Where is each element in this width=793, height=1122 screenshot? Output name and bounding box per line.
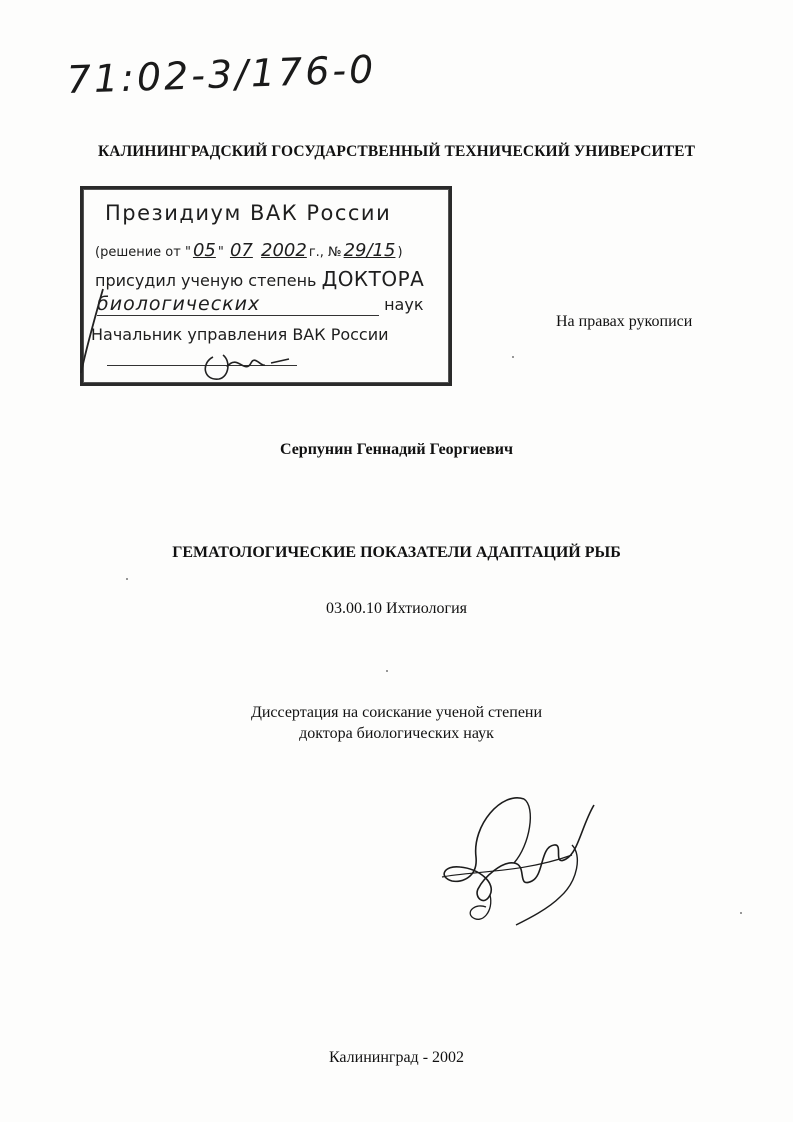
stamp-decision-suffix: ) [397,245,403,260]
stamp-decision-mid: " [217,245,224,260]
stamp-decision-day: 05 [192,240,216,261]
stamp-decision-year: 2002 [261,240,307,261]
stamp-field-suffix: наук [384,295,424,314]
stamp-decision-month: 07 [229,240,253,261]
dissertation-statement [0,702,793,744]
rights-note: На правах рукописи [556,313,693,330]
stamp-degree: ДОКТОРА [321,267,425,291]
stamp-signature [193,345,303,387]
stamp-decision-line [95,240,403,261]
stamp-decision-number: 29/15 [343,240,396,261]
dissertation-line-2: доктора биологических наук [299,725,494,742]
author-name: Серпунин Геннадий Георгиевич [279,441,514,458]
stamp-margin-stroke [77,287,107,377]
stamp-awarded-text: присудил ученую степень [95,271,317,290]
scan-speck [740,912,742,914]
stamp-field-handwritten: биологических [97,293,379,316]
archive-code: 71:02-3/176-0 [66,47,377,102]
scan-speck [512,356,514,358]
stamp-title: Президиум ВАК России [105,201,392,225]
university-name: КАЛИНИНГРАДСКИЙ ГОСУДАРСТВЕННЫЙ ТЕХНИЧЕСКИЙ УНИВЕРСИТЕТ [97,143,696,160]
city-year: Калининград - 2002 [328,1049,465,1066]
scan-speck [386,670,388,672]
dissertation-line-1: Диссертация на соискание ученой степени [250,704,543,721]
scan-speck [126,578,128,580]
stamp-field-line [97,293,437,316]
stamp-decision-g: г., № [308,245,342,260]
stamp-awarded-line [95,267,424,291]
dissertation-title: ГЕМАТОЛОГИЧЕСКИЕ ПОКАЗАТЕЛИ АДАПТАЦИЙ РЫБ [172,544,621,561]
specialty-code: 03.00.10 Ихтиология [326,600,467,617]
vak-stamp [80,186,452,386]
stamp-head-title: Начальник управления ВАК России [91,325,389,344]
stamp-decision-prefix: (решение от " [95,245,191,260]
author-signature [432,785,612,935]
